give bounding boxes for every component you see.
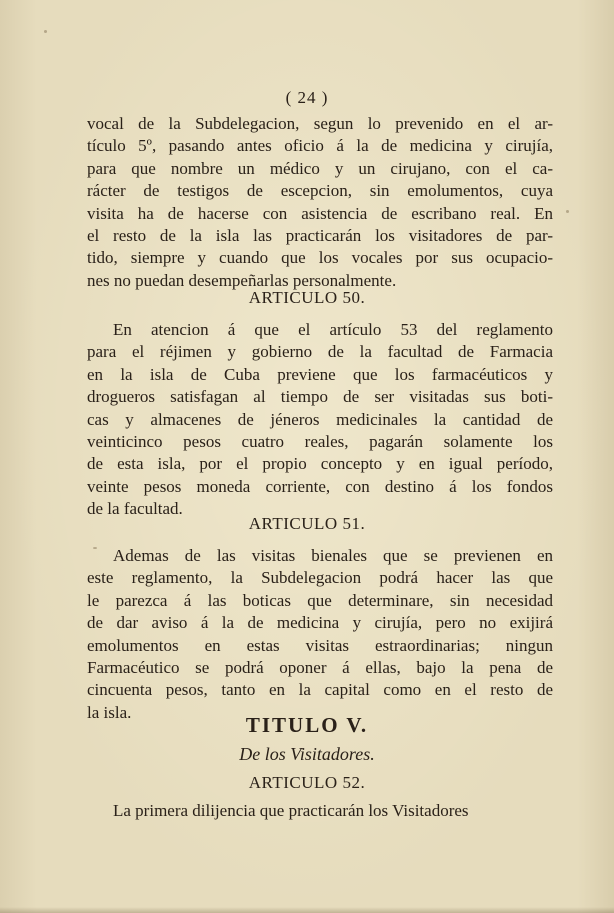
text-line: de dar aviso á la de medicina y cirujía, pero no exijirá — [87, 613, 553, 633]
article-52-heading: ARTICULO 52. — [248, 773, 366, 792]
text-line: emolumentos en estas visitas estraordinarias; ningun — [87, 635, 553, 655]
text-line: para el réjimen y gobierno de la facultad de Farmacia — [87, 342, 553, 362]
text-line: Ademas de las visitas bienales que se previenen en — [113, 546, 553, 565]
paragraph-article-49-continuation — [87, 113, 553, 292]
text-line: cas y almacenes de jéneros medicinales la cantidad de — [87, 409, 553, 429]
paragraph-article-50 — [87, 319, 553, 521]
text-line: la isla. — [87, 702, 132, 722]
text-line: el resto de la isla las practicarán los visitadores de par- — [87, 225, 553, 245]
paragraph-article-52 — [87, 800, 553, 822]
text-line: de esta isla, por el propio concepto y en igual período, — [87, 454, 553, 474]
paper-speck — [44, 30, 47, 33]
paragraph-article-51 — [87, 545, 553, 724]
titulo-heading: TITULO V. — [245, 713, 369, 737]
titulo-subtitle: De los Visitadores. — [239, 744, 375, 764]
page-bottom-edge — [0, 907, 614, 913]
text-line: tículo 5º, pasando antes oficio á la de medicina y cirujía, — [87, 136, 553, 156]
text-line: vocal de la Subdelegacion, segun lo prevenido en el ar- — [87, 114, 553, 133]
text-line: La primera dilijencia que practicarán los Visitadores — [113, 801, 469, 820]
text-line: drogueros satisfagan al tiempo de ser visitadas sus boti- — [87, 387, 553, 407]
article-50-heading: ARTICULO 50. — [248, 288, 366, 307]
text-line: visita ha de hacerse con asistencia de escribano real. En — [87, 203, 553, 223]
text-line: veinte pesos moneda corriente, con destino á los fondos — [87, 476, 553, 496]
text-line: le parezca á las boticas que determinare, sin necesidad — [87, 590, 553, 610]
text-line: rácter de testigos de escepcion, sin emolumentos, cuya — [87, 181, 553, 201]
text-line: de la facultad. — [87, 499, 183, 519]
text-line: En atencion á que el artículo 53 del reglamento — [113, 320, 553, 339]
text-line: en la isla de Cuba previene que los farmacéuticos y — [87, 364, 553, 384]
paper-speck — [93, 547, 97, 549]
text-line: tido, siempre y cuando que los vocales por sus ocupacio- — [87, 248, 553, 268]
page-number: ( 24 ) — [285, 88, 329, 107]
text-line: veinticinco pesos cuatro reales, pagarán solamente los — [87, 431, 553, 451]
text-line: nes no puedan desempeñarlas personalmente. — [87, 270, 397, 290]
text-line: este reglamento, la Subdelegacion podrá hacer las que — [87, 568, 553, 588]
text-line: cincuenta pesos, tanto en la capital como en el resto de — [87, 680, 553, 700]
paper-speck — [566, 210, 569, 213]
article-51-heading: ARTICULO 51. — [248, 514, 366, 533]
text-line: Farmacéutico se podrá oponer á ellas, bajo la pena de — [87, 657, 553, 677]
text-line: para que nombre un médico y un cirujano, con el ca- — [87, 158, 553, 178]
